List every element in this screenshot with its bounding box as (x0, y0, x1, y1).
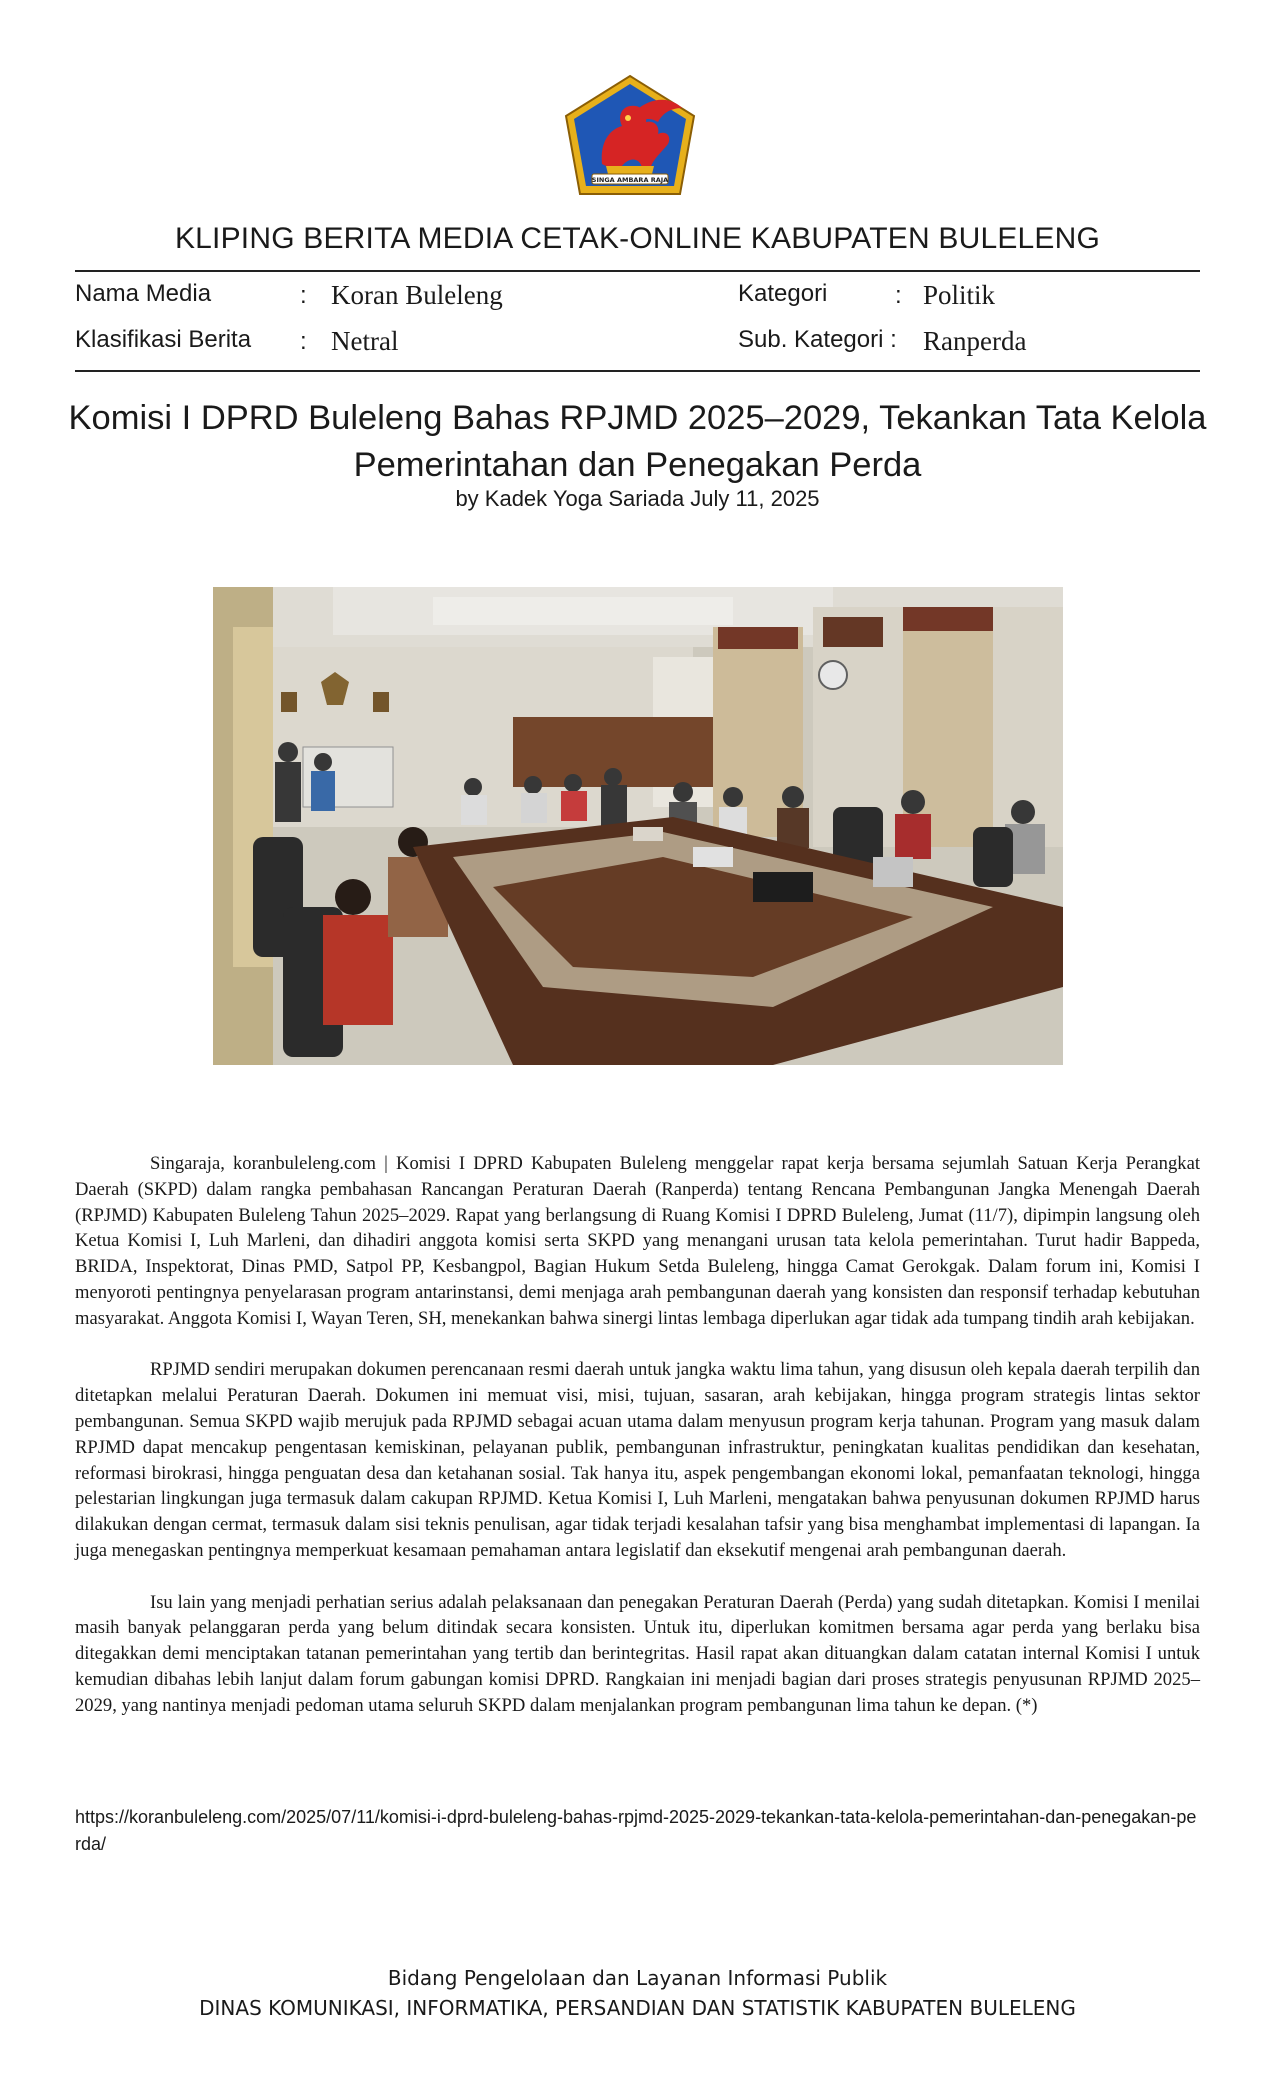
kategori-label: Kategori (738, 280, 828, 307)
klasifikasi-colon: : (300, 328, 307, 355)
article-paragraph-1: Singaraja, koranbuleleng.com | Komisi I DPRD Kabupaten Buleleng menggelar rapat kerja bersama sejumlah Satuan Kerja Perangkat Daerah (SKPD) dalam rangka pembahasan Rancangan Peraturan Daerah (Ranperda) tentang Rencana Pembangunan Jangka Menengah Daerah (RPJMD) Kabupaten Buleleng Tahun 2025–2029. Rapat yang berlangsung di Ruang Komisi I DPRD Buleleng, Jumat (11/7), dipimpin langsung oleh Ketua Komisi I, Luh Marleni, dan dihadiri anggota komisi serta SKPD yang menangani urusan tata kelola pemerintahan. Turut hadir Bappeda, BRIDA, Inspektorat, Dinas PMD, Satpol PP, Kesbangpol, Bagian Hukum Setda Buleleng, hingga Camat Gerokgak. Dalam forum ini, Komisi I menyoroti pentingnya penyelarasan program antarinstansi, demi menjaga arah pembangunan daerah yang konsisten dan responsif terhadap kebutuhan masyarakat. Anggota Komisi I, Wayan Teren, SH, menekankan bahwa sinergi lintas lembaga diperlukan agar tidak ada tumpang tindih arah kebijakan. (75, 1153, 1200, 1329)
subkategori-label: Sub. Kategori : (738, 326, 897, 353)
kabupaten-buleleng-emblem-icon (562, 74, 698, 200)
header-divider-top (75, 270, 1200, 272)
kategori-value: Politik (923, 280, 996, 310)
headline-line-1: Komisi I DPRD Buleleng Bahas RPJMD 2025–2029, Tekankan Tata Kelola (68, 399, 1207, 437)
headline-line-2: Pemerintahan dan Penegakan Perda (353, 446, 922, 484)
source-link[interactable]: https://koranbuleleng.com/2025/07/11/komisi-i-dprd-buleleng-bahas-rpjmd-2025-2029-tekankan-tata-kelola-pemerintahan-dan-penegakan-perda/ (75, 1807, 1197, 1854)
klasifikasi-label: Klasifikasi Berita (75, 326, 252, 353)
article-paragraph-2: RPJMD sendiri merupakan dokumen perencanaan resmi daerah untuk jangka waktu lima tahun, yang disusun oleh kepala daerah terpilih dan ditetapkan melalui Peraturan Daerah. Dokumen ini memuat visi, misi, tujuan, sasaran, arah kebijakan, hingga program strategis lintas sektor pembangunan. Semua SKPD wajib merujuk pada RPJMD sebagai acuan utama dalam menyusun program kerja tahunan. Program yang masuk dalam RPJMD dapat mencakup pengentasan kemiskinan, pelayanan publik, pembangunan infrastruktur, peningkatan kualitas pendidikan dan kesehatan, reformasi birokrasi, hingga penguatan desa dan ketahanan sosial. Tak hanya itu, aspek pengembangan ekonomi lokal, pemanfaatan teknologi, hingga pelestarian lingkungan juga termasuk dalam cakupan RPJMD. Ketua Komisi I, Luh Marleni, mengatakan bahwa penyusunan dokumen RPJMD harus dilakukan dengan cermat, termasuk dalam sisi teknis penulisan, agar tidak terjadi kesalahan tafsir yang bisa menghambat implementasi di lapangan. Ia juga menegaskan pentingnya memperkuat kesamaan pemahaman antara legislatif dan eksekutif mengenai arah pembangunan daerah. (75, 1359, 1200, 1561)
footer-division: Bidang Pengelolaan dan Layanan Informasi Publik (387, 1966, 888, 1990)
article-byline: by Kadek Yoga Sariada July 11, 2025 (455, 486, 820, 511)
media-colon: : (300, 282, 307, 309)
header-divider-bottom (75, 370, 1200, 372)
emblem-motto: SINGA AMBARA RAJA (591, 176, 669, 184)
footer-agency: DINAS KOMUNIKASI, INFORMATIKA, PERSANDIAN DAN STATISTIK KABUPATEN BULELENG (199, 1996, 1076, 2020)
article-paragraph-3: Isu lain yang menjadi perhatian serius adalah pelaksanaan dan penegakan Peraturan Daerah (Perda) yang sudah ditetapkan. Komisi I menilai masih banyak pelanggaran perda yang belum ditindak secara konsisten. Untuk itu, diperlukan komitmen bersama agar perda yang berlaku bisa ditegakkan demi menciptakan tatanan pemerintahan yang tertib dan berintegritas. Hasil rapat akan dituangkan dalam catatan internal Komisi I untuk kemudian dibahas lebih lanjut dalam forum gabungan komisi DPRD. Rangkaian ini menjadi bagian dari proses strategis penyusunan RPJMD 2025–2029, yang nantinya menjadi pedoman utama seluruh SKPD dalam menjalankan program pembangunan lima tahun ke depan. (*) (75, 1591, 1200, 1716)
article-body (75, 1151, 1200, 1744)
kategori-colon: : (895, 282, 902, 309)
media-label: Nama Media (75, 280, 212, 307)
meeting-room-photo (213, 587, 1063, 1065)
page-title: KLIPING BERITA MEDIA CETAK-ONLINE KABUPATEN BULELENG (174, 222, 1101, 255)
klasifikasi-value: Netral (331, 326, 399, 356)
media-value: Koran Buleleng (331, 280, 503, 310)
subkategori-value: Ranperda (923, 326, 1027, 356)
article-headline (60, 395, 1215, 489)
